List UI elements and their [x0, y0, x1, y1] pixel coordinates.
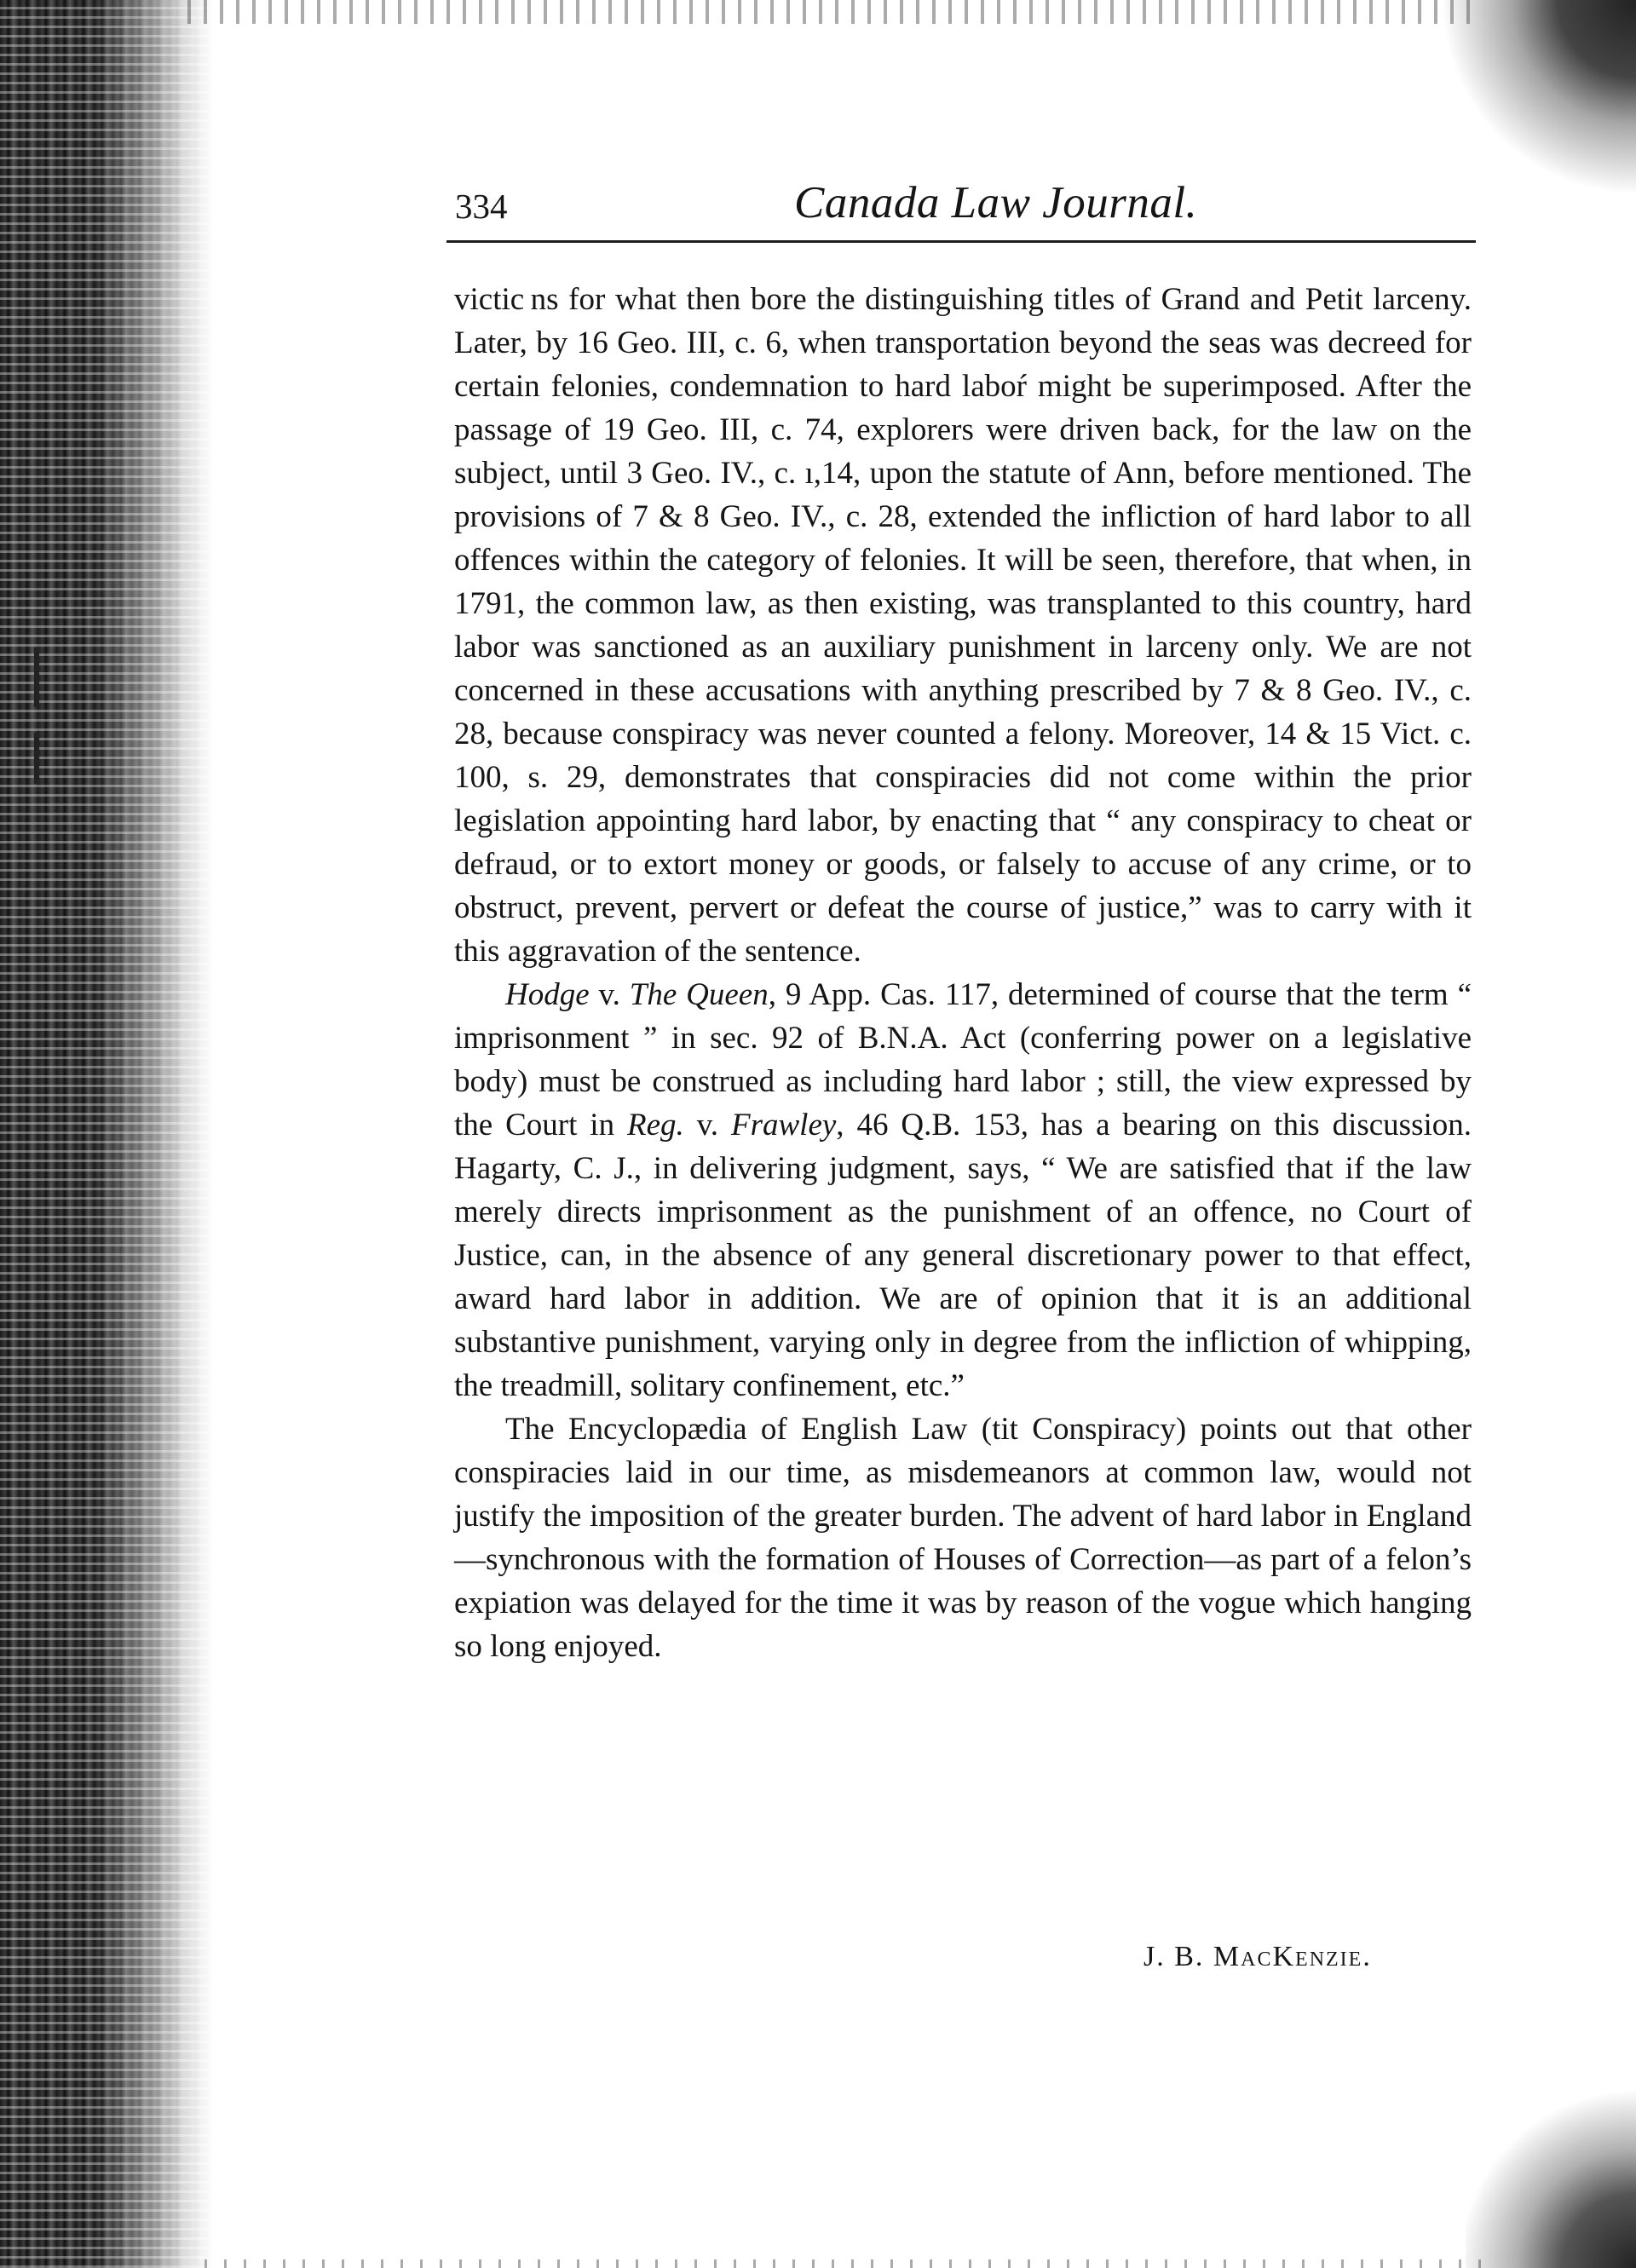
paragraph-2-middle: , 9 App. Cas. 117, determined of course that the term “ imprisonment ” in sec. 92 of B.N.A. Act (conferring power on a legislative body) must be construed as including hard labor ; still, the view expressed by the Court in — [454, 977, 1472, 1143]
page-header — [446, 174, 1476, 243]
running-title: Canada Law Journal. — [794, 178, 1198, 227]
case-name-hodge: Hodge — [505, 977, 590, 1012]
page-number: 334 — [455, 187, 508, 226]
versus-text: v. — [683, 1108, 731, 1143]
author-signature: J. B. MacKenzie. — [1143, 1941, 1372, 1972]
scan-corner-top-right — [1440, 0, 1636, 196]
paragraph-3: The Encyclopædia of English Law (tit Conspiracy) points out that other conspiracies laid in our time, as misdemeanors at common law, would not justify the imposition of the greater burden. The advent of hard labor in England—synchronous with the formation of Houses of Correction—as part of a felon’s expiation was delayed for the time it was by reason of the vogue which hanging so long enjoyed. — [454, 1412, 1472, 1664]
scan-top-edge — [187, 0, 1483, 24]
article-body — [454, 278, 1472, 1668]
paragraph-2-end: , 46 Q.B. 153, has a bearing on this discussion. Hagarty, C. J., in delivering judgment, says, “ We are satisfied that if the law merely directs imprisonment as the punishment of an offence, no Court of Justice, can, in the absence of any general discretionary power to that effect, award hard labor in addition. We are of opinion that it is an additional substantive punishment, varying only in degree from the infliction of whipping, the treadmill, solitary confinement, etc.” — [454, 1108, 1472, 1403]
case-name-frawley: Frawley — [730, 1108, 837, 1143]
scan-binding-edge — [0, 0, 213, 2268]
versus-text: v. — [589, 977, 630, 1012]
paragraph-1: victic ns for what then bore the distinguishing titles of Grand and Petit larceny. Later, by 16 Geo. III, c. 6, when transportation beyond the seas was decreed for certain felonies, condemnation to hard laboŕ might be superimposed. After the passage of 19 Geo. III, c. 74, explorers were driven back, for the law on the subject, until 3 Geo. IV., c. ı,14, upon the statute of Ann, before mentioned. The provisions of 7 & 8 Geo. IV., c. 28, extended the infliction of hard labor to all offences within the category of felonies. It will be seen, therefore, that when, in 1791, the common law, as then existing, was transplanted to this country, hard labor was sanctioned as an auxiliary punishment in larceny only. We are not concerned in these accusations with anything prescribed by 7 & 8 Geo. IV., c. 28, because conspiracy was never counted a felony. Moreover, 14 & 15 Vict. c. 100, s. 29, demonstrates that conspiracies did not come within the prior legislation appointing hard labor, by enacting that “ any conspiracy to cheat or defraud, or to extort money or goods, or falsely to accuse of any crime, or to obstruct, prevent, pervert or defeat the course of justice,” was to carry with it this aggravation of the sentence. — [454, 282, 1472, 969]
scan-bottom-edge — [204, 2259, 1483, 2268]
scan-corner-bottom-right — [1466, 2089, 1636, 2268]
scan-edge-mark — [34, 733, 39, 784]
case-name-queen: The Queen — [629, 977, 769, 1012]
scan-edge-mark — [34, 648, 39, 707]
paragraph-2 — [454, 973, 1472, 1407]
case-name-reg: Reg. — [627, 1108, 684, 1143]
